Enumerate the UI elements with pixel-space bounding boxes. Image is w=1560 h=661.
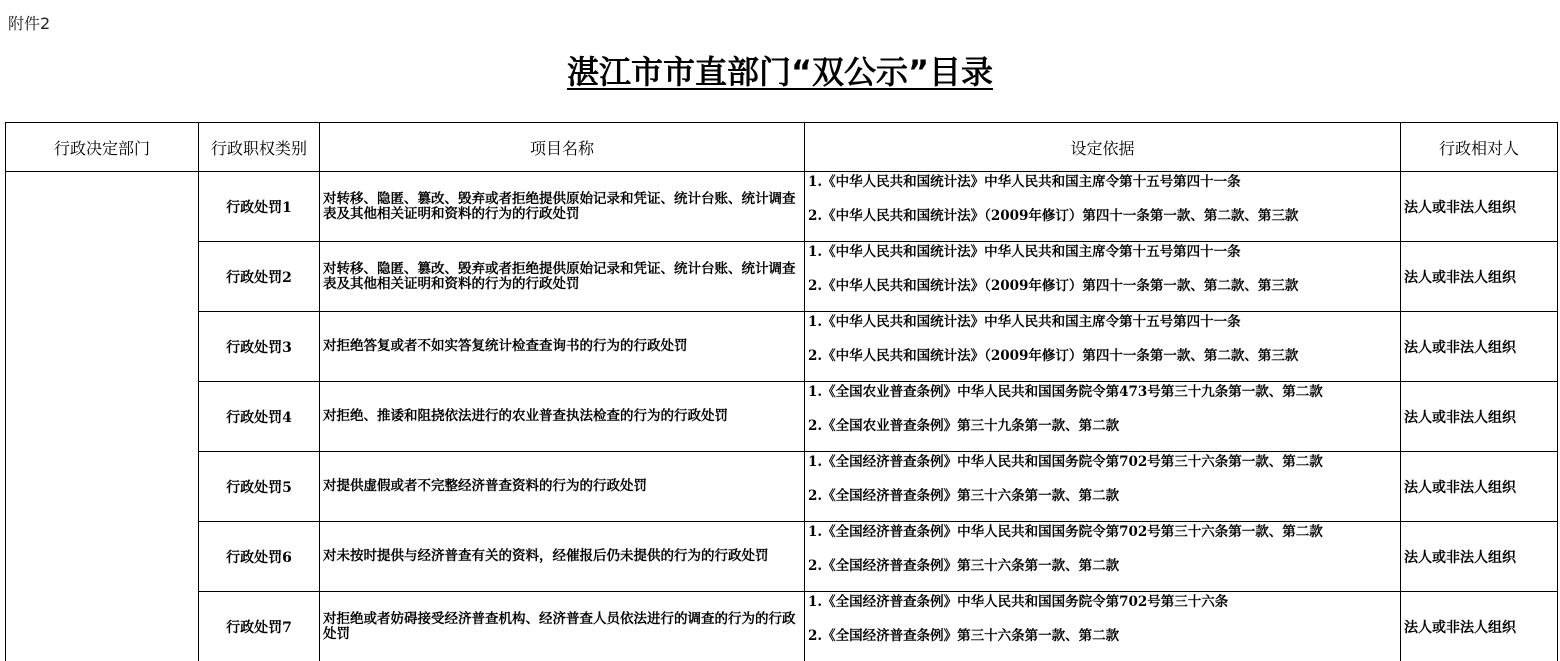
item-name-cell: 对拒绝答复或者不如实答复统计检查查询书的行为的行政处罚 [320,312,805,382]
basis-cell [805,172,1401,242]
basis-line-2: 2.《中华人民共和国统计法》（2009年修订）第四十一条第一款、第二款、第三款 [808,348,1299,364]
category-cell: 行政处罚6 [199,522,320,592]
item-name-cell: 对拒绝、推诿和阻挠依法进行的农业普查执法检查的行为的行政处罚 [320,382,805,452]
table-row [6,522,1558,592]
document-title [0,50,1560,94]
basis-cell [805,242,1401,312]
document-title-text: 湛江市市直部门“双公示”目录 [566,53,994,91]
category-cell: 行政处罚7 [199,592,320,661]
counterparty-cell: 法人或非法人组织 [1401,242,1558,312]
item-name-cell: 对转移、隐匿、篡改、毁弃或者拒绝提供原始记录和凭证、统计台账、统计调查表及其他相关证明和资料的行为的行政处罚 [320,172,805,242]
counterparty-cell: 法人或非法人组织 [1401,592,1558,661]
category-cell: 行政处罚5 [199,452,320,522]
header-department: 行政决定部门 [6,123,199,172]
category-cell: 行政处罚3 [199,312,320,382]
counterparty-cell: 法人或非法人组织 [1401,522,1558,592]
counterparty-cell: 法人或非法人组织 [1401,452,1558,522]
basis-line-2: 2.《中华人民共和国统计法》（2009年修订）第四十一条第一款、第二款、第三款 [808,208,1299,224]
header-category: 行政职权类别 [199,123,320,172]
counterparty-cell: 法人或非法人组织 [1401,382,1558,452]
counterparty-cell: 法人或非法人组织 [1401,312,1558,382]
basis-line-1: 1.《中华人民共和国统计法》中华人民共和国主席令第十五号第四十一条 [808,174,1241,190]
basis-line-1: 1.《全国经济普查条例》中华人民共和国国务院令第702号第三十六条第一款、第二款 [808,524,1323,540]
basis-line-1: 1.《全国经济普查条例》中华人民共和国国务院令第702号第三十六条 [808,594,1229,610]
category-cell: 行政处罚4 [199,382,320,452]
basis-line-1: 1.《中华人民共和国统计法》中华人民共和国主席令第十五号第四十一条 [808,244,1241,260]
table-row [6,382,1558,452]
attachment-label: 附件2 [8,14,51,33]
table-row [6,312,1558,382]
basis-line-1: 1.《全国农业普查条例》中华人民共和国国务院令第473号第三十九条第一款、第二款 [808,384,1323,400]
item-name-cell: 对未按时提供与经济普查有关的资料，经催报后仍未提供的行为的行政处罚 [320,522,805,592]
basis-cell [805,592,1401,661]
category-cell: 行政处罚1 [199,172,320,242]
category-cell: 行政处罚2 [199,242,320,312]
basis-line-2: 2.《中华人民共和国统计法》（2009年修订）第四十一条第一款、第二款、第三款 [808,278,1299,294]
department-cell [6,172,199,661]
basis-cell [805,522,1401,592]
item-name-cell: 对拒绝或者妨碍接受经济普查机构、经济普查人员依法进行的调查的行为的行政处罚 [320,592,805,661]
header-counterparty: 行政相对人 [1401,123,1558,172]
basis-cell [805,452,1401,522]
table-row [6,592,1558,661]
basis-cell [805,382,1401,452]
item-name-cell: 对转移、隐匿、篡改、毁弃或者拒绝提供原始记录和凭证、统计台账、统计调查表及其他相关证明和资料的行为的行政处罚 [320,242,805,312]
basis-line-2: 2.《全国经济普查条例》第三十六条第一款、第二款 [808,628,1120,644]
basis-line-2: 2.《全国农业普查条例》第三十九条第一款、第二款 [808,418,1120,434]
table-row [6,172,1558,242]
counterparty-cell: 法人或非法人组织 [1401,172,1558,242]
header-basis: 设定依据 [805,123,1401,172]
basis-line-1: 1.《全国经济普查条例》中华人民共和国国务院令第702号第三十六条第一款、第二款 [808,454,1323,470]
basis-line-2: 2.《全国经济普查条例》第三十六条第一款、第二款 [808,558,1120,574]
table-row [6,452,1558,522]
basis-line-2: 2.《全国经济普查条例》第三十六条第一款、第二款 [808,488,1120,504]
header-item-name: 项目名称 [320,123,805,172]
item-name-cell: 对提供虚假或者不完整经济普查资料的行为的行政处罚 [320,452,805,522]
basis-line-1: 1.《中华人民共和国统计法》中华人民共和国主席令第十五号第四十一条 [808,314,1241,330]
table-row [6,242,1558,312]
table-header-row [6,123,1558,172]
catalog-table [5,122,1558,661]
basis-cell [805,312,1401,382]
